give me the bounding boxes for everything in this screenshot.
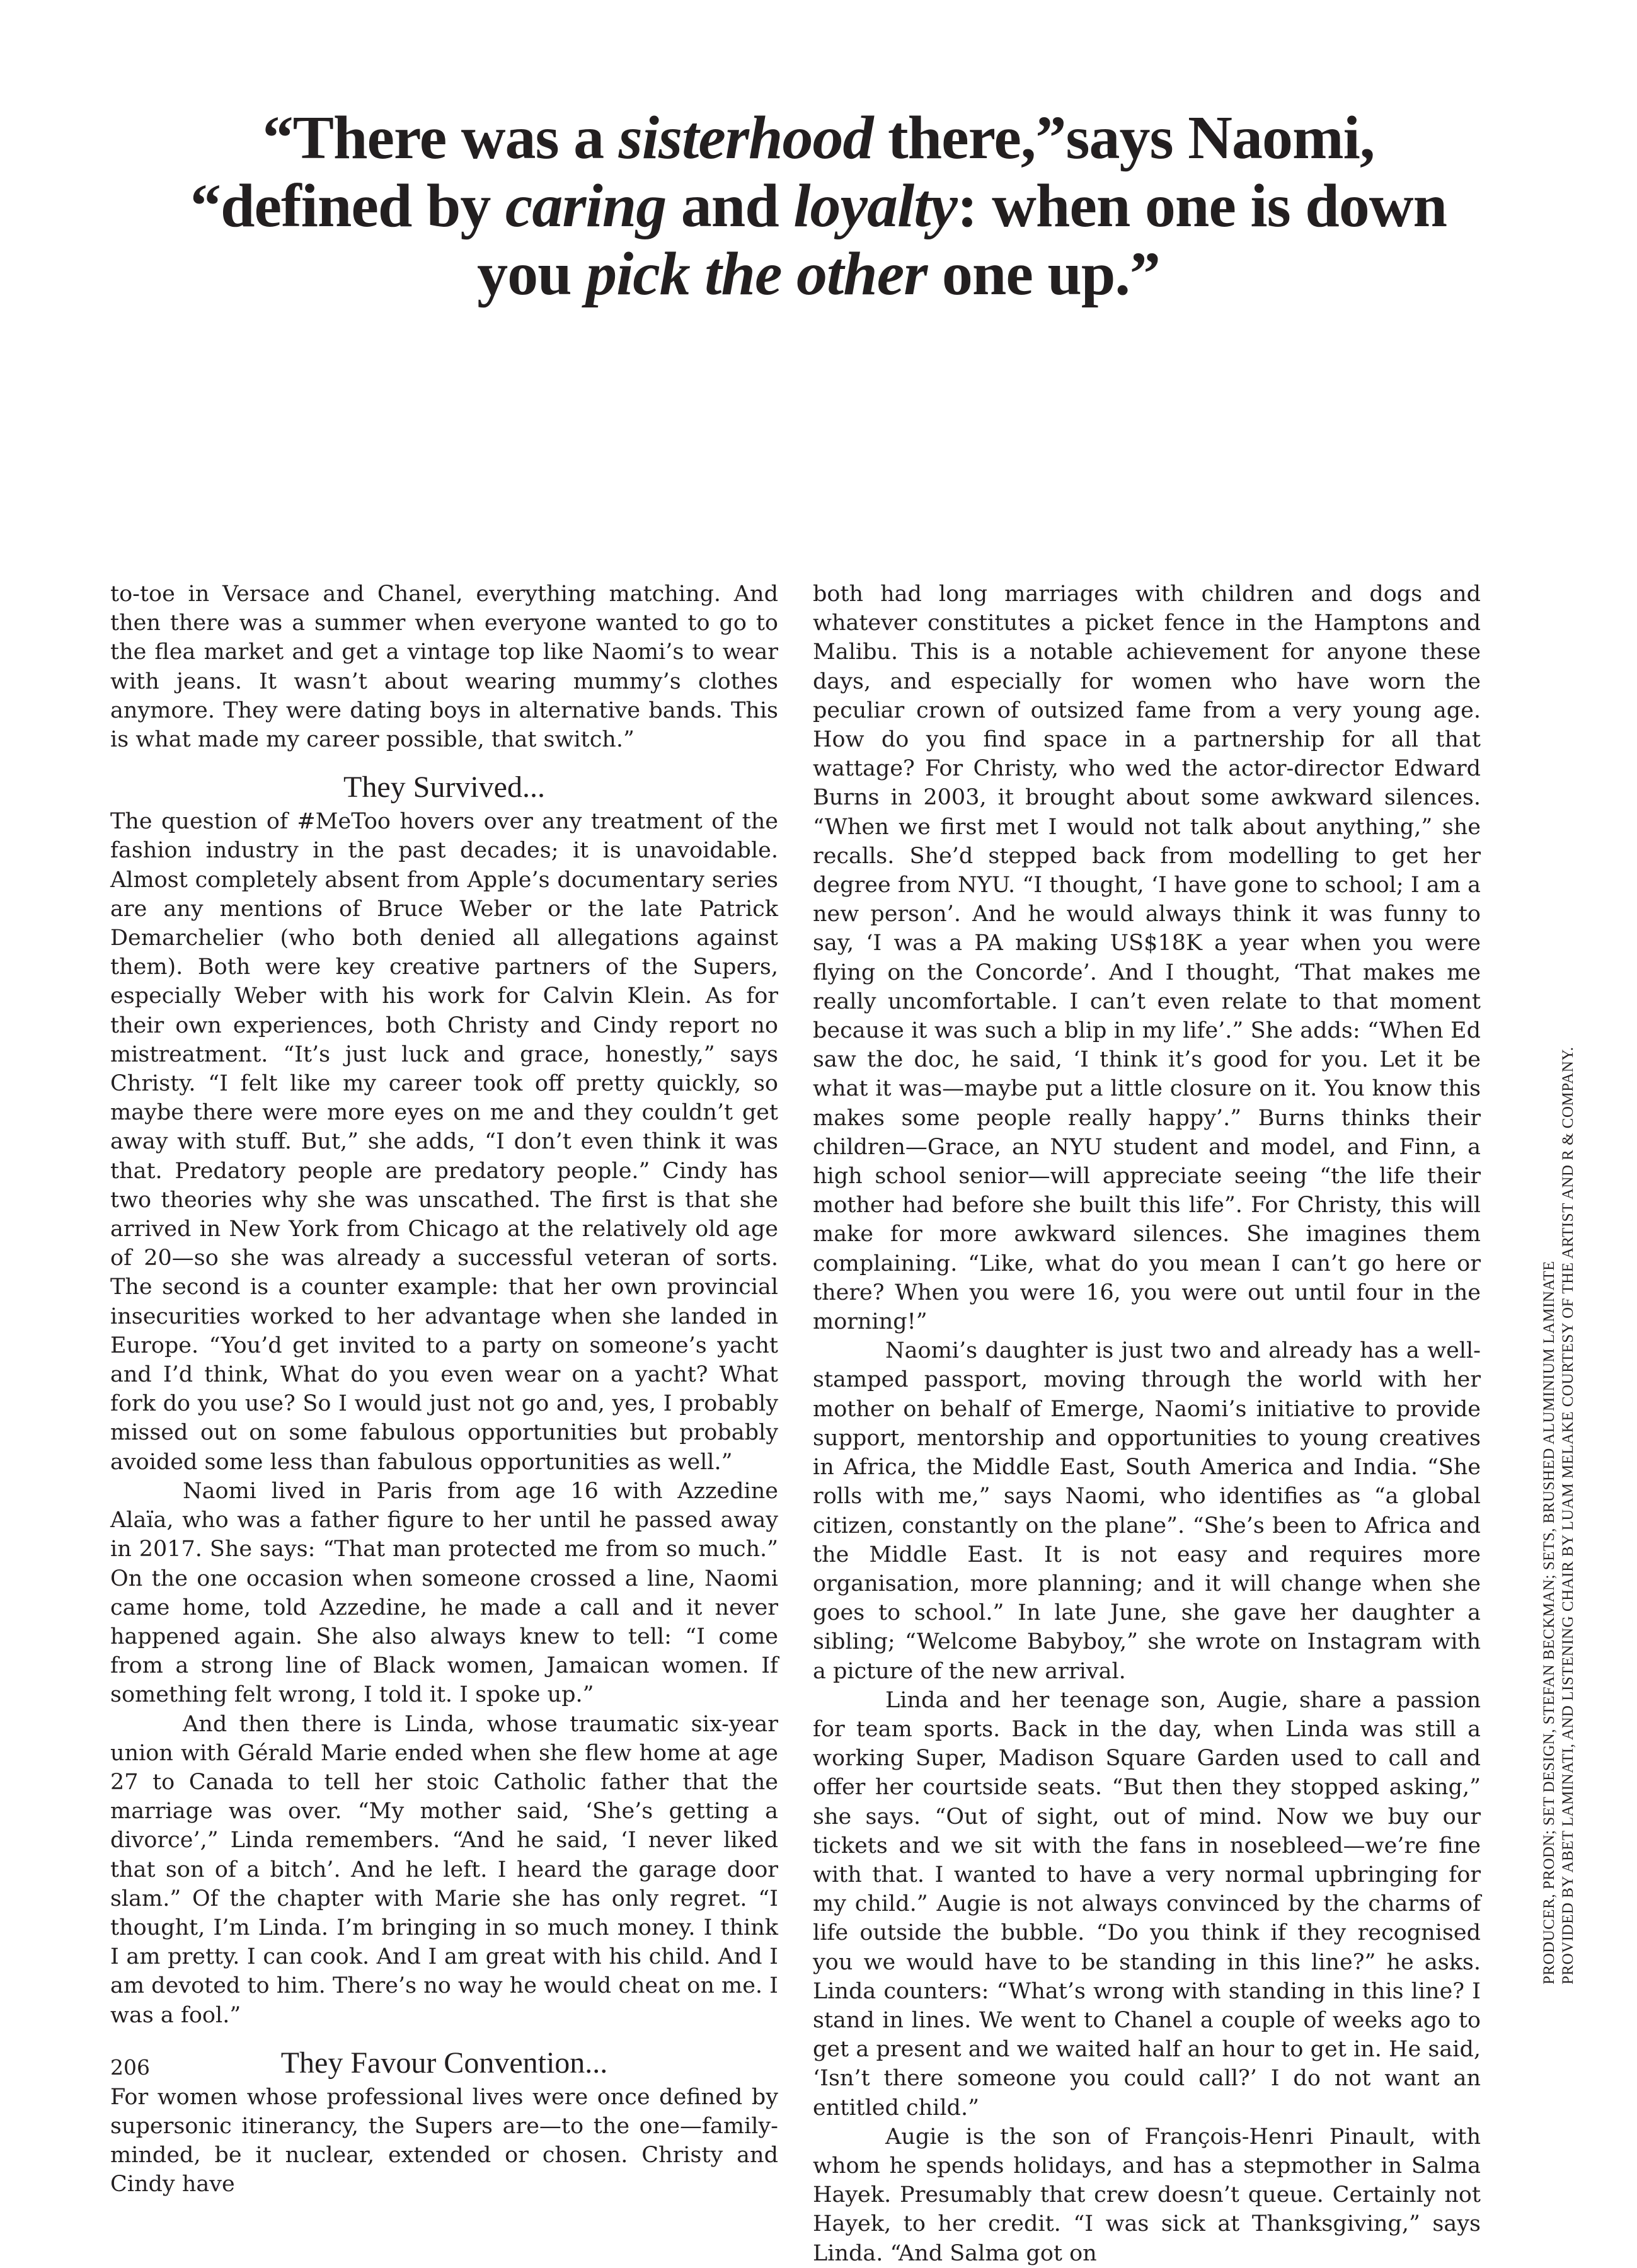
pull-quote-text: “defined by: [190, 172, 505, 240]
body-paragraph: For women whose professional lives were once defined by supersonic itinerancy, the Supers are—to the one—family-minded, be it nuclear, extended or chosen. Christy and Cindy have: [110, 2084, 778, 2197]
pull-quote-text: there,”says Naomi,: [873, 104, 1375, 172]
body-paragraph: to-toe in Versace and Chanel, everything matching. And then there was a summer when everyone wanted to go to the flea market and get a vintage top like Naomi’s to wear with jeans. It wasn’t about wearing mummy’s clothes anymore. They were dating boys in alternative bands. This is what made my career possible, that switch.”: [110, 581, 778, 753]
body-paragraph: both had long marriages with children and dogs and whatever constitutes a picket fence in the Hamptons and Malibu. This is a notable achievement for anyone these days, and especially for women who have worn the peculiar crown of outsized fame from a very young age. How do you find space in a partnership for all that wattage? For Christy, who wed the actor-director Edward Burns in 2003, it brought about some awkward silences. “When we first met I would not talk about anything,” she recalls. She’d stepped back from modelling to get her degree from NYU. “I thought, ‘I have gone to school; I am a new person’. And he would always think it was funny to say, ‘I was a PA making US$18K a year when you were flying on the Concorde’. And I thought, ‘That makes me really uncomfortable. I can’t even relate to that moment because it was such a blip in my life’.” She adds: “When Ed saw the doc, he said, ‘I think it’s good for you. Let it be what it was—maybe put a little closure on it. You know this makes some people really happy’.” Burns thinks their children—Grace, an NYU student and model, and Finn, a high school senior—will appreciate seeing “the life their mother had before she built this life”. For Christy, this will make for more awkward silences. She imagines them complaining. “Like, what do you mean I can’t go here or there? When you were 16, you were out until four in the morning!”: [813, 581, 1481, 1335]
pull-quote-line-3: [189, 240, 1448, 308]
pull-quote-emphasis: pick the other: [586, 240, 928, 308]
photo-credit: [1540, 1046, 1578, 1984]
pull-quote-text: and: [666, 172, 794, 240]
body-paragraph: The question of #MeToo hovers over any treatment of the fashion industry in the past decades; it is unavoidable. Almost completely absent from Apple’s documentary series are any mentions of Bruce Weber or the late Patrick Demarchelier (who both denied all allegations against them). Both were key creative partners of the Supers, especially Weber with his work for Calvin Klein. As for their own experiences, both Christy and Cindy report no mistreatment. “It’s just luck and grace, honestly,” says Christy. “I felt like my career took off pretty quickly, so maybe there were more eyes on me and they couldn’t get away with stuff. But,” she adds, “I don’t even think it was that. Predatory people are predatory people.” Cindy has two theories why she was unscathed. The first is that she arrived in New York from Chicago at the relatively old age of 20—so she was already a successful veteran of sorts. The second is a counter example: that her own provincial insecurities worked to her advantage when she landed in Europe. “You’d get invited to a party on someone’s yacht and I’d think, What do you even wear on a yacht? What fork do you use? So I would just not go and, yes, I probably missed out on some fabulous opportunities but probably avoided some less than fabulous opportunities as well.”: [110, 809, 778, 1475]
pull-quote-emphasis: sisterhood: [618, 104, 873, 172]
right-column: [813, 580, 1481, 2268]
pull-quote-text: one up.”: [927, 240, 1160, 308]
pull-quote-text: : when one is down: [956, 172, 1447, 240]
pull-quote-text: “There was a: [262, 104, 619, 172]
body-paragraph: Linda and her teenage son, Augie, share a passion for team sports. Back in the day, when Linda was still a working Super, Madison Square Garden used to call and offer her courtside seats. “But then they stopped asking,” she says. “Out of sight, out of mind. Now we buy our tickets and we sit with the fans in nosebleed—we’re fine with that. I wanted to have a very normal upbringing for my child.” Augie is not always convinced by the charms of life outside the bubble. “Do you think if they recognised you we would have to be standing in this line?” he asks. Linda counters: “What’s wrong with standing in this line? I stand in lines. We went to Chanel a couple of weeks ago to get a present and we waited half an hour to get in. He said, ‘Isn’t there someone you could call?’ I do not want an entitled child.”: [813, 1687, 1481, 2121]
body-paragraph: Naomi’s daughter is just two and already has a well-stamped passport, moving through the world with her mother on behalf of Emerge, Naomi’s initiative to provide support, mentorship and opportunities to young creatives in Africa, the Middle East, South America and India. “She rolls with me,” says Naomi, who identifies as “a global citizen, constantly on the plane”. “She’s been to Africa and the Middle East. It is not easy and requires more organisation, more planning; and it will change when she goes to school.” In late June, she gave her daughter a sibling; “Welcome Babyboy,” she wrote on Instagram with a picture of the new arrival.: [813, 1338, 1481, 1684]
section-heading-they-survived: They Survived...: [343, 770, 545, 805]
page-number: 206: [110, 2055, 150, 2080]
section-heading-they-favour-convention: They Favour Convention...: [280, 2046, 608, 2080]
pull-quote-line-2: [189, 172, 1448, 240]
pull-quote-line-1: [189, 104, 1448, 172]
pull-quote-emphasis: caring: [505, 172, 667, 240]
pull-quote-text: you: [477, 240, 587, 308]
pull-quote-emphasis: loyalty: [793, 172, 957, 240]
body-paragraph: Naomi lived in Paris from age 16 with Azzedine Alaïa, who was a father figure to her until he passed away in 2017. She says: “That man protected me from so much.” On the one occasion when someone crossed a line, Naomi came home, told Azzedine, he made a call and it never happened again. She also always knew to tell: “I come from a strong line of Black women, Jamaican women. If something felt wrong, I told it. I spoke up.”: [110, 1478, 778, 1708]
photo-credit-line: PROVIDED BY ABET LAMINATI, AND LISTENING CHAIR BY LUAM MELAKE COURTESY OF THE ARTIST AND R & COMPANY.: [1559, 1046, 1577, 1984]
body-paragraph: And then there is Linda, whose traumatic six-year union with Gérald Marie ended when she flew home at age 27 to Canada to tell her stoic Catholic father that the marriage was over. “My mother said, ‘She’s getting a divorce’,” Linda remembers. “And he said, ‘I never liked that son of a bitch’. And he left. I heard the garage door slam.” Of the chapter with Marie she has only regret. “I thought, I’m Linda. I’m bringing in so much money. I think I am pretty. I can cook. And I am great with his child. And I am devoted to him. There’s no way he would cheat on me. I was a fool.”: [110, 1711, 778, 2028]
left-column: [110, 580, 778, 2199]
body-paragraph: Augie is the son of François-Henri Pinault, with whom he spends holidays, and has a stepmother in Salma Hayek. Presumably that crew doesn’t queue. Certainly not Hayek, to her credit. “I was sick at Thanksgiving,” says Linda. “And Salma got on: [813, 2124, 1481, 2266]
pull-quote: [189, 104, 1448, 308]
photo-credit-line: PRODUCER, PRODN; SET DESIGN, STEFAN BECKMAN; SETS, BRUSHED ALUMINIUM LAMINATE: [1541, 1261, 1558, 1984]
